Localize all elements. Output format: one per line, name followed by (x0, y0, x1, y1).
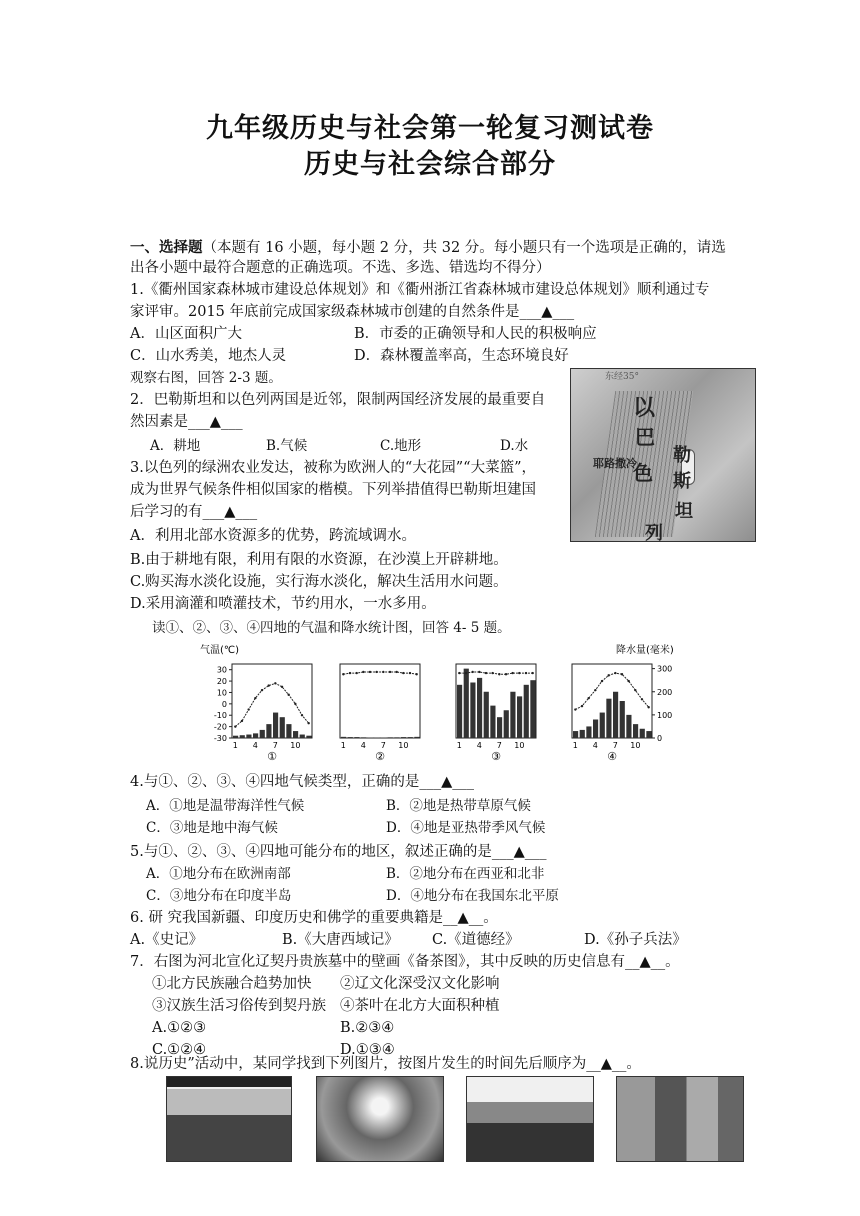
temp-point (375, 671, 377, 673)
temp-point (471, 671, 473, 673)
temp-point (581, 705, 583, 707)
q1-option-a: A．山区面积广大 (130, 326, 242, 342)
temp-point (465, 672, 467, 674)
chart-number: ② (375, 750, 385, 763)
temp-point (349, 672, 351, 674)
precip-bar (394, 737, 399, 738)
temp-point (518, 672, 520, 674)
q3-text-3: 后学习的有___▲___ (130, 504, 258, 520)
precip-bar (457, 685, 462, 738)
map-label-6: 坦 (675, 501, 693, 522)
temp-point (294, 703, 296, 705)
precip-bar (233, 736, 238, 738)
q1-option-d: D．森林覆盖率高，生态环境良好 (354, 348, 569, 364)
precip-bar (573, 731, 578, 738)
x-tick-label: 1 (232, 741, 238, 750)
q6-option-c: C.《道德经》 (432, 932, 520, 948)
precip-bar (388, 737, 393, 738)
temp-point (247, 708, 249, 710)
precip-bar (633, 724, 638, 738)
map-label-jerusalem: 耶路撒冷 (593, 457, 637, 470)
q4-option-c: C．③地是地中海气候 (146, 820, 278, 836)
precip-bar (640, 729, 645, 738)
precip-bar (613, 692, 618, 738)
chart-frame (572, 664, 652, 738)
photo-caption-band (167, 1077, 291, 1087)
observe-note: 观察右图，回答 2-3 题。 (130, 370, 282, 386)
temp-point (491, 672, 493, 674)
precip-bar (300, 735, 305, 738)
precip-bar (253, 733, 258, 738)
q3-option-c: C.购买海水淡化设施，实行海水淡化，解决生活用水问题。 (130, 574, 508, 590)
climate-chart-1 (214, 664, 312, 763)
precip-bar (414, 737, 419, 738)
precip-bar (586, 726, 591, 738)
history-photo-2 (316, 1076, 444, 1162)
read-charts-note: 读①、②、③、④四地的气温和降水统计图，回答 4- 5 题。 (152, 620, 511, 636)
q5-option-b: B．②地分布在西亚和北非 (386, 866, 545, 882)
q3-option-a: A．利用北部水资源多的优势，跨流域调水。 (130, 528, 416, 544)
temp-point (267, 684, 269, 686)
q4-option-b: B．②地是热带草原气候 (386, 798, 531, 814)
x-tick-label: 1 (456, 741, 462, 750)
temp-point (634, 689, 636, 691)
temp-point (478, 671, 480, 673)
chart-number: ④ (607, 750, 617, 763)
precip-bar (620, 701, 625, 738)
temp-point (395, 671, 397, 673)
x-tick-label: 7 (496, 741, 502, 750)
temp-point (342, 673, 344, 675)
climate-charts (0, 640, 860, 766)
q3-text-2: 成为世界气候条件相似国家的楷模。下列举措值得巴勒斯坦建国 (130, 482, 536, 498)
q5-text: 5.与①、②、③、④四地可能分布的地区，叙述正确的是___▲___ (130, 844, 547, 860)
precip-bar (580, 730, 585, 738)
temp-point (234, 725, 236, 727)
precip-bar (293, 731, 298, 738)
x-tick-label: 7 (612, 741, 618, 750)
q7-option-d: D.①③④ (340, 1042, 395, 1058)
q7-statement-2: ②辽文化深受汉文化影响 (340, 976, 500, 992)
q5-option-d: D．④地分布在我国东北平原 (386, 888, 559, 904)
map-label-5: 斯 (673, 471, 691, 492)
precip-axis-label: 降水量(毫米) (616, 645, 674, 656)
precip-bar (286, 724, 291, 738)
temp-point (458, 672, 460, 674)
precip-bar (240, 735, 245, 738)
precip-bar (530, 680, 535, 738)
precip-bar (600, 713, 605, 738)
q7-option-c: C.①②④ (152, 1042, 207, 1058)
q7-text: 7．右图为河北宣化辽契丹贵族墓中的壁画《备茶图》，其中反映的历史信息有__▲__。 (130, 954, 680, 970)
map-label-1: 以 (633, 395, 656, 421)
q1-option-c: C．山水秀美，地杰人灵 (130, 348, 287, 364)
temp-point (505, 673, 507, 675)
temp-point (287, 694, 289, 696)
temp-point (511, 672, 513, 674)
temp-point (574, 708, 576, 710)
q2-text-1: 2．巴勒斯坦和以色列两国是近邻，限制两国经济发展的最重要自 (130, 392, 546, 408)
climate-chart-4 (572, 664, 672, 763)
precip-bar (341, 737, 346, 738)
q7-statement-4: ④茶叶在北方大面积种植 (340, 998, 500, 1014)
map-label-4: 色 (633, 461, 653, 485)
temp-point (274, 682, 276, 684)
map-label-7: 列 (645, 523, 663, 542)
x-tick-label: 7 (272, 741, 278, 750)
map-meridian-label: 东经35° (605, 372, 639, 382)
q6-text: 6. 研 究我国新疆、印度历史和佛学的重要典籍是__▲__。 (130, 910, 498, 926)
temp-point (641, 698, 643, 700)
x-tick-label: 10 (290, 741, 301, 750)
section-instructions: （本题有 16 小题，每小题 2 分，共 32 分。每小题只有一个选项是正确的，请选 (202, 240, 726, 256)
q6-option-a: A.《史记》 (130, 932, 204, 948)
precip-bar (626, 715, 631, 738)
q4-text: 4.与①、②、③、④四地气候类型，正确的是___▲___ (130, 774, 474, 790)
temp-point (355, 672, 357, 674)
q8-text: 8.说历史”活动中，某同学找到下列图片，按图片发生的时间先后顺序为__▲__。 (130, 1056, 641, 1072)
temp-tick-label: 0 (221, 699, 227, 709)
q3-option-d: D.采用滴灌和喷灌技术，节约用水，一水多用。 (130, 596, 436, 612)
precip-bar (606, 699, 611, 738)
temp-tick-label: -20 (213, 722, 227, 732)
q5-option-a: A．①地分布在欧洲南部 (146, 866, 291, 882)
section-instructions-line2: 出各小题中最符合题意的正确选项。不选、多选、错选均不得分） (130, 260, 551, 276)
precip-bar (306, 736, 311, 738)
q4-option-a: A．①地是温带海洋性气候 (146, 798, 305, 814)
temp-axis-label: 气温(℃) (200, 645, 240, 656)
q2-option-d: D.水 (500, 438, 529, 454)
precip-bar (477, 678, 482, 738)
precip-bar (348, 737, 353, 738)
map-label-3: 勒 (673, 445, 691, 466)
temp-tick-label: -30 (213, 734, 227, 743)
chart-frame (232, 664, 312, 738)
q6-option-d: D.《孙子兵法》 (584, 932, 687, 948)
temp-point (261, 689, 263, 691)
q3-text-1: 3.以色列的绿洲农业发达，被称为欧洲人的“大花园”“大菜篮”， (130, 460, 536, 476)
precip-bar (593, 720, 598, 739)
q1-option-b: B．市委的正确领导和人民的积极响应 (354, 326, 597, 342)
temp-point (614, 672, 616, 674)
q7-statement-1: ①北方民族融合趋势加快 (152, 976, 312, 992)
temp-point (402, 672, 404, 674)
precip-bar (273, 713, 278, 738)
precip-bar (401, 737, 406, 738)
precip-bar (354, 737, 359, 738)
precip-bar (246, 735, 251, 738)
history-photo-1 (166, 1076, 292, 1162)
temp-point (362, 671, 364, 673)
temp-tick-label: 20 (216, 677, 227, 687)
temp-point (525, 672, 527, 674)
temp-point (281, 686, 283, 688)
precip-bar (266, 724, 271, 738)
x-tick-label: 4 (592, 741, 598, 750)
temp-point (621, 673, 623, 675)
q1-text-1: 1.《衢州国家森林城市建设总体规划》和《衢州浙江省森林城市建设总体规划》顺利通过专 (130, 282, 710, 298)
temp-point (301, 714, 303, 716)
x-tick-label: 7 (380, 741, 386, 750)
q7-option-b: B.②③④ (340, 1020, 395, 1036)
x-tick-label: 10 (398, 741, 409, 750)
precip-bar (408, 737, 413, 738)
q2-option-c: C.地形 (380, 438, 422, 454)
q1-text-2: 家评审。2015 年底前完成国家级森林城市创建的自然条件是___▲___ (130, 304, 575, 320)
precip-tick-label: 100 (657, 710, 673, 720)
temp-point (241, 720, 243, 722)
x-tick-label: 1 (340, 741, 346, 750)
chart-number: ① (267, 750, 277, 763)
q3-option-b: B.由于耕地有限，利用有限的水资源，在沙漠上开辟耕地。 (130, 552, 508, 568)
x-tick-label: 4 (252, 741, 258, 750)
temp-point (389, 671, 391, 673)
temp-tick-label: -10 (213, 711, 227, 721)
x-tick-label: 10 (630, 741, 641, 750)
chart-frame (340, 664, 420, 738)
x-tick-label: 1 (572, 741, 578, 750)
temp-point (531, 672, 533, 674)
section-instructions-line1 (130, 238, 726, 258)
temp-point (627, 680, 629, 682)
q4-option-d: D．④地是亚热带季风气候 (386, 820, 546, 836)
precip-bar (490, 706, 495, 738)
precip-tick-label: 200 (657, 687, 673, 697)
precip-bar (646, 731, 651, 738)
temp-point (415, 673, 417, 675)
x-tick-label: 4 (476, 741, 482, 750)
q6-option-b: B.《大唐西域记》 (282, 932, 399, 948)
section-heading: 一、选择题 (130, 239, 203, 256)
precip-bar (517, 696, 522, 738)
temp-point (485, 672, 487, 674)
x-tick-label: 4 (360, 741, 366, 750)
precip-tick-label: 0 (657, 734, 663, 743)
q5-option-c: C．③地分布在印度半岛 (146, 888, 292, 904)
precip-bar (510, 692, 515, 738)
precip-bar (464, 669, 469, 738)
israel-palestine-map (570, 368, 756, 542)
q7-statement-3: ③汉族生活习俗传到契丹族 (152, 998, 326, 1014)
precip-bar (497, 717, 502, 738)
temp-point (594, 689, 596, 691)
temp-point (647, 706, 649, 708)
temp-point (587, 697, 589, 699)
precip-bar (361, 737, 366, 738)
map-label-2: 巴 (635, 425, 655, 449)
precip-bar (504, 710, 509, 738)
temp-point (307, 722, 309, 724)
temp-point (607, 674, 609, 676)
exam-subtitle: 历史与社会综合部分 (304, 149, 556, 180)
temp-point (498, 673, 500, 675)
temp-point (254, 697, 256, 699)
history-photo-3 (466, 1076, 594, 1162)
precip-bar (524, 685, 529, 738)
q2-option-b: B.气候 (266, 438, 308, 454)
temp-point (409, 672, 411, 674)
temp-point (382, 671, 384, 673)
precip-bar (470, 683, 475, 739)
chart-number: ③ (491, 750, 501, 763)
q2-option-a: A．耕地 (150, 438, 201, 454)
precip-bar (260, 730, 265, 738)
exam-title: 九年级历史与社会第一轮复习测试卷 (206, 113, 654, 144)
temp-point (369, 671, 371, 673)
q2-text-2: 然因素是___▲___ (130, 414, 243, 430)
temp-point (601, 680, 603, 682)
temp-tick-label: 30 (216, 665, 227, 675)
q7-option-a: A.①②③ (152, 1020, 207, 1036)
precip-bar (280, 717, 285, 738)
precip-tick-label: 300 (657, 664, 673, 674)
temp-tick-label: 10 (216, 688, 227, 698)
climate-chart-3 (456, 664, 536, 763)
history-photo-4 (616, 1076, 744, 1162)
x-tick-label: 10 (514, 741, 525, 750)
precip-bar (484, 692, 489, 738)
climate-chart-2 (340, 664, 420, 763)
